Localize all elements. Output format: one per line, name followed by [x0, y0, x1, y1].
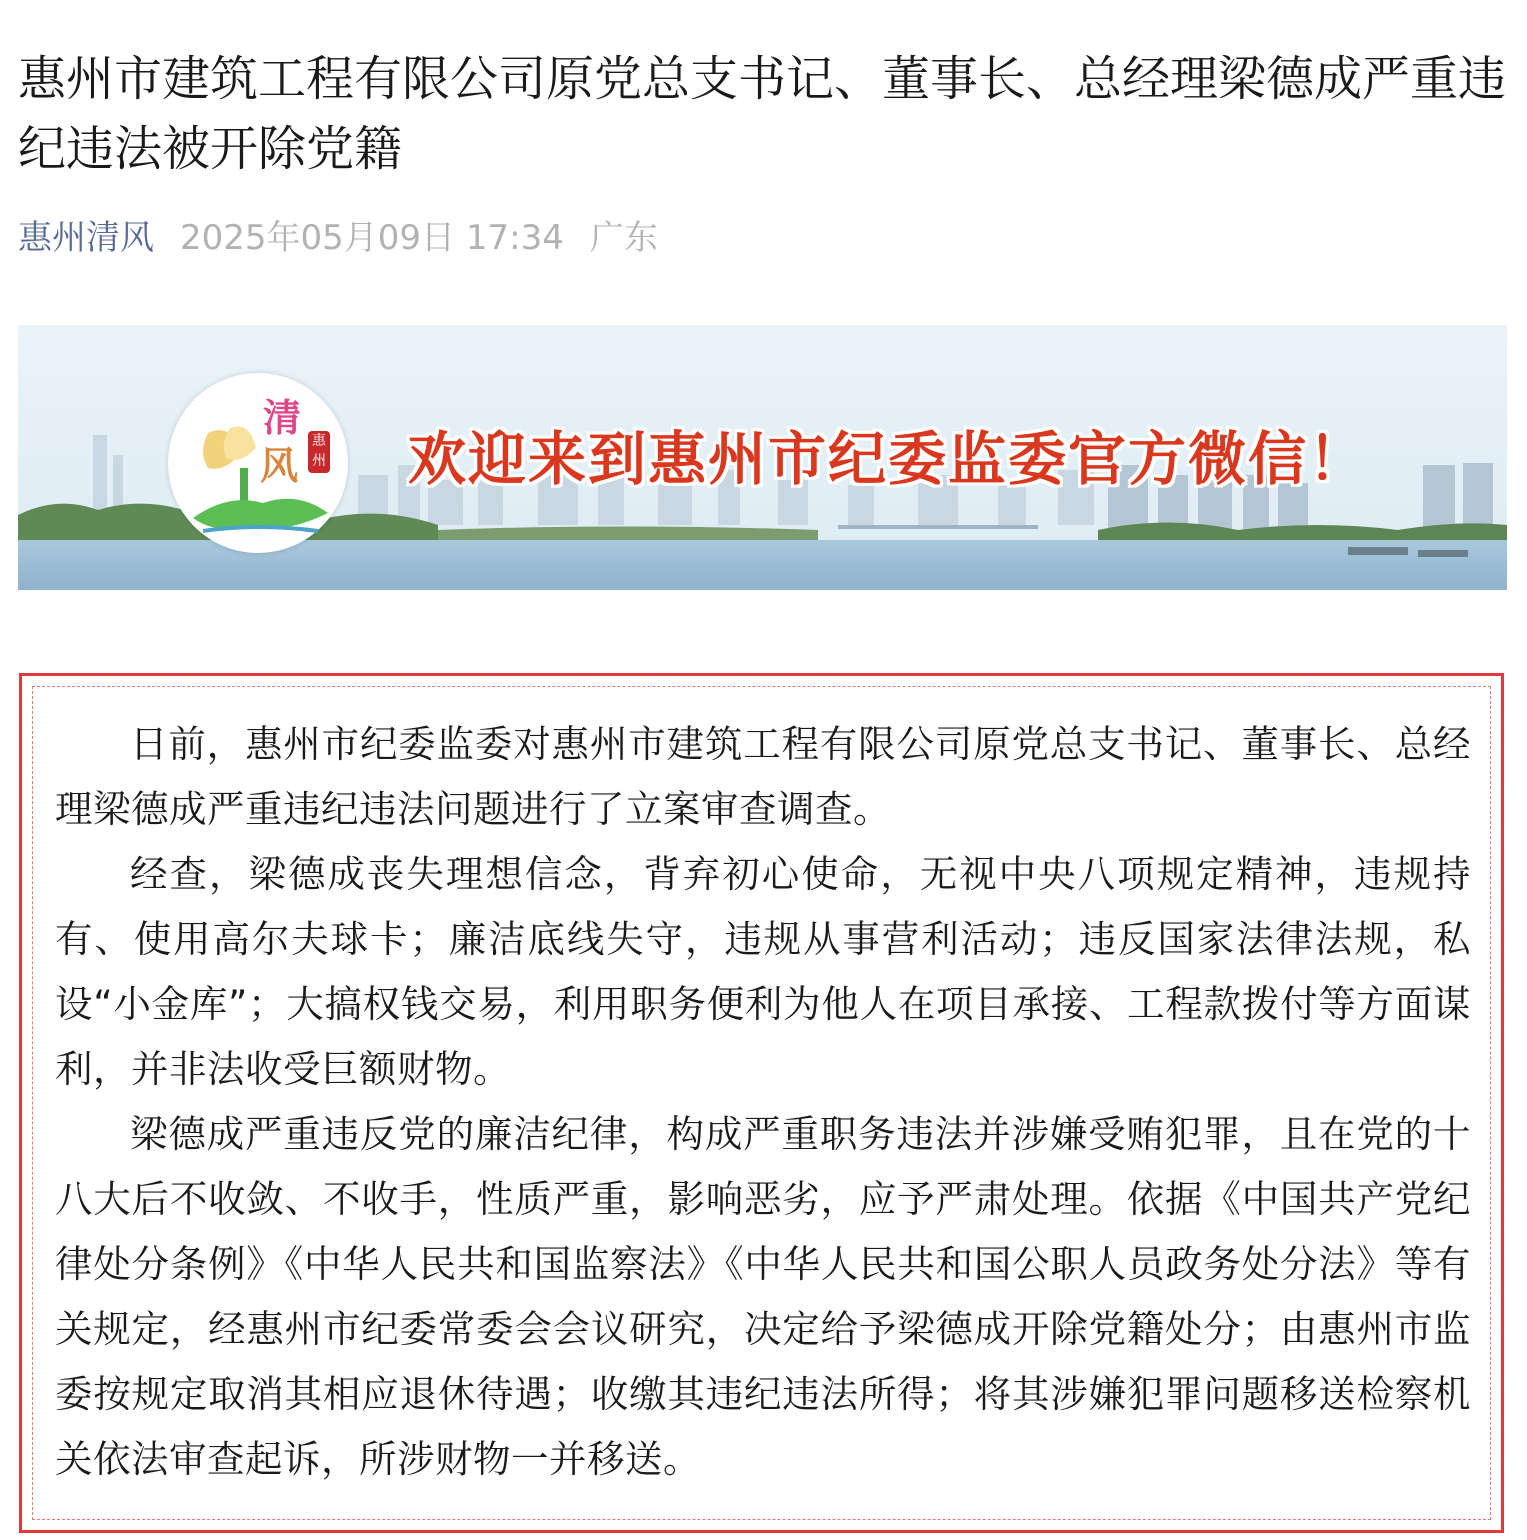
publish-location: 广东 [589, 217, 658, 258]
article-title: 惠州市建筑工程有限公司原党总支书记、董事长、总经理梁德成严重违纪违法被开除党籍 [18, 51, 1507, 177]
paragraph: 经查，梁德成丧失理想信念，背弃初心使命，无视中央八项规定精神，违规持有、使用高尔夫球卡；廉洁底线失守，违规从事营利活动；违反国家法律法规，私设“小金库”；大搞权钱交易，利用职务便利为他人在项目承接、工程款拨付等方面谋利，并非法收受巨额财物。 [55, 852, 1471, 1091]
publish-datetime: 2025年05月09日 17:34 [180, 217, 564, 258]
paragraph: 日前，惠州市纪委监委对惠州市建筑工程有限公司原党总支书记、董事长、总经理梁德成严重违纪违法问题进行了立案审查调查。 [55, 722, 1471, 831]
header-banner-image [18, 325, 1507, 590]
article-body [55, 712, 1471, 1492]
article-meta [18, 210, 658, 258]
logo-character-qing: 清 [263, 395, 302, 440]
account-name-link[interactable]: 惠州清风 [18, 217, 154, 258]
banner-slogan: 欢迎来到惠州市纪委监委官方微信！ [408, 425, 1369, 493]
logo-character-feng: 风 [260, 443, 299, 488]
paragraph: 梁德成严重违反党的廉洁纪律，构成严重职务违法并涉嫌受贿犯罪，且在党的十八大后不收敛、不收手，性质严重，影响恶劣，应予严肃处理。依据《中国共产党纪律处分条例》《中华人民共和国监察法》《中华人民共和国公职人员政务处分法》等有关规定，经惠州市纪委常委会会议研究，决定给予梁德成开除党籍处分；由惠州市监委按规定取消其相应退休待遇；收缴其违纪违法所得；将其涉嫌犯罪问题移送检察机关依法审查起诉，所涉财物一并移送。 [55, 1112, 1471, 1481]
logo-seal-stamp: 惠州 [308, 431, 330, 473]
qingfeng-logo [168, 373, 348, 553]
